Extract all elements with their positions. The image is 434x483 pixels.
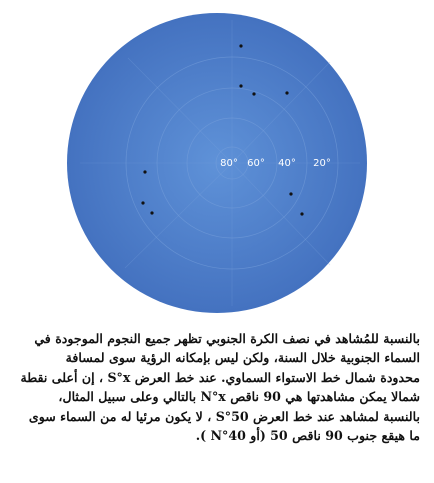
caption-paragraph <box>14 329 420 445</box>
star <box>150 211 153 214</box>
star <box>141 201 144 204</box>
caption-line: بالنسبة للمُشاهد في نصف الكرة الجنوبي تظهر جميع النجوم الموجودة في <box>34 331 420 346</box>
ring-label-20: 20° <box>313 158 331 169</box>
star <box>300 212 303 215</box>
star <box>285 91 288 94</box>
caption-line: محدودة شمال خط الاستواء السماوي. عند خط العرض S°x ، إن أعلى نقطة <box>20 369 420 385</box>
caption-line: السماء الجنوبية خلال السنة، ولكن ليس بإمكانه الرؤية سوى لمسافة <box>65 350 420 366</box>
ring-label-40: 40° <box>278 158 296 169</box>
caption-line: بالنسبة لمشاهد عند خط العرض S°50 ، لا يكون مرئيا له من السماء سوى <box>28 408 420 424</box>
ring-label-80: 80° <box>220 158 238 169</box>
star <box>143 170 146 173</box>
star <box>252 92 255 95</box>
ring-label-60: 60° <box>247 158 265 169</box>
star <box>239 84 242 87</box>
caption-line: ما هيقع جنوب 90 ناقص 50 (أو N°40 ). <box>195 428 420 444</box>
caption-line: شمالا يمكن مشاهدتها هي 90 ناقص N°x بالتالي وعلى سبيل المثال، <box>58 389 420 405</box>
star <box>239 44 242 47</box>
star <box>289 192 292 195</box>
